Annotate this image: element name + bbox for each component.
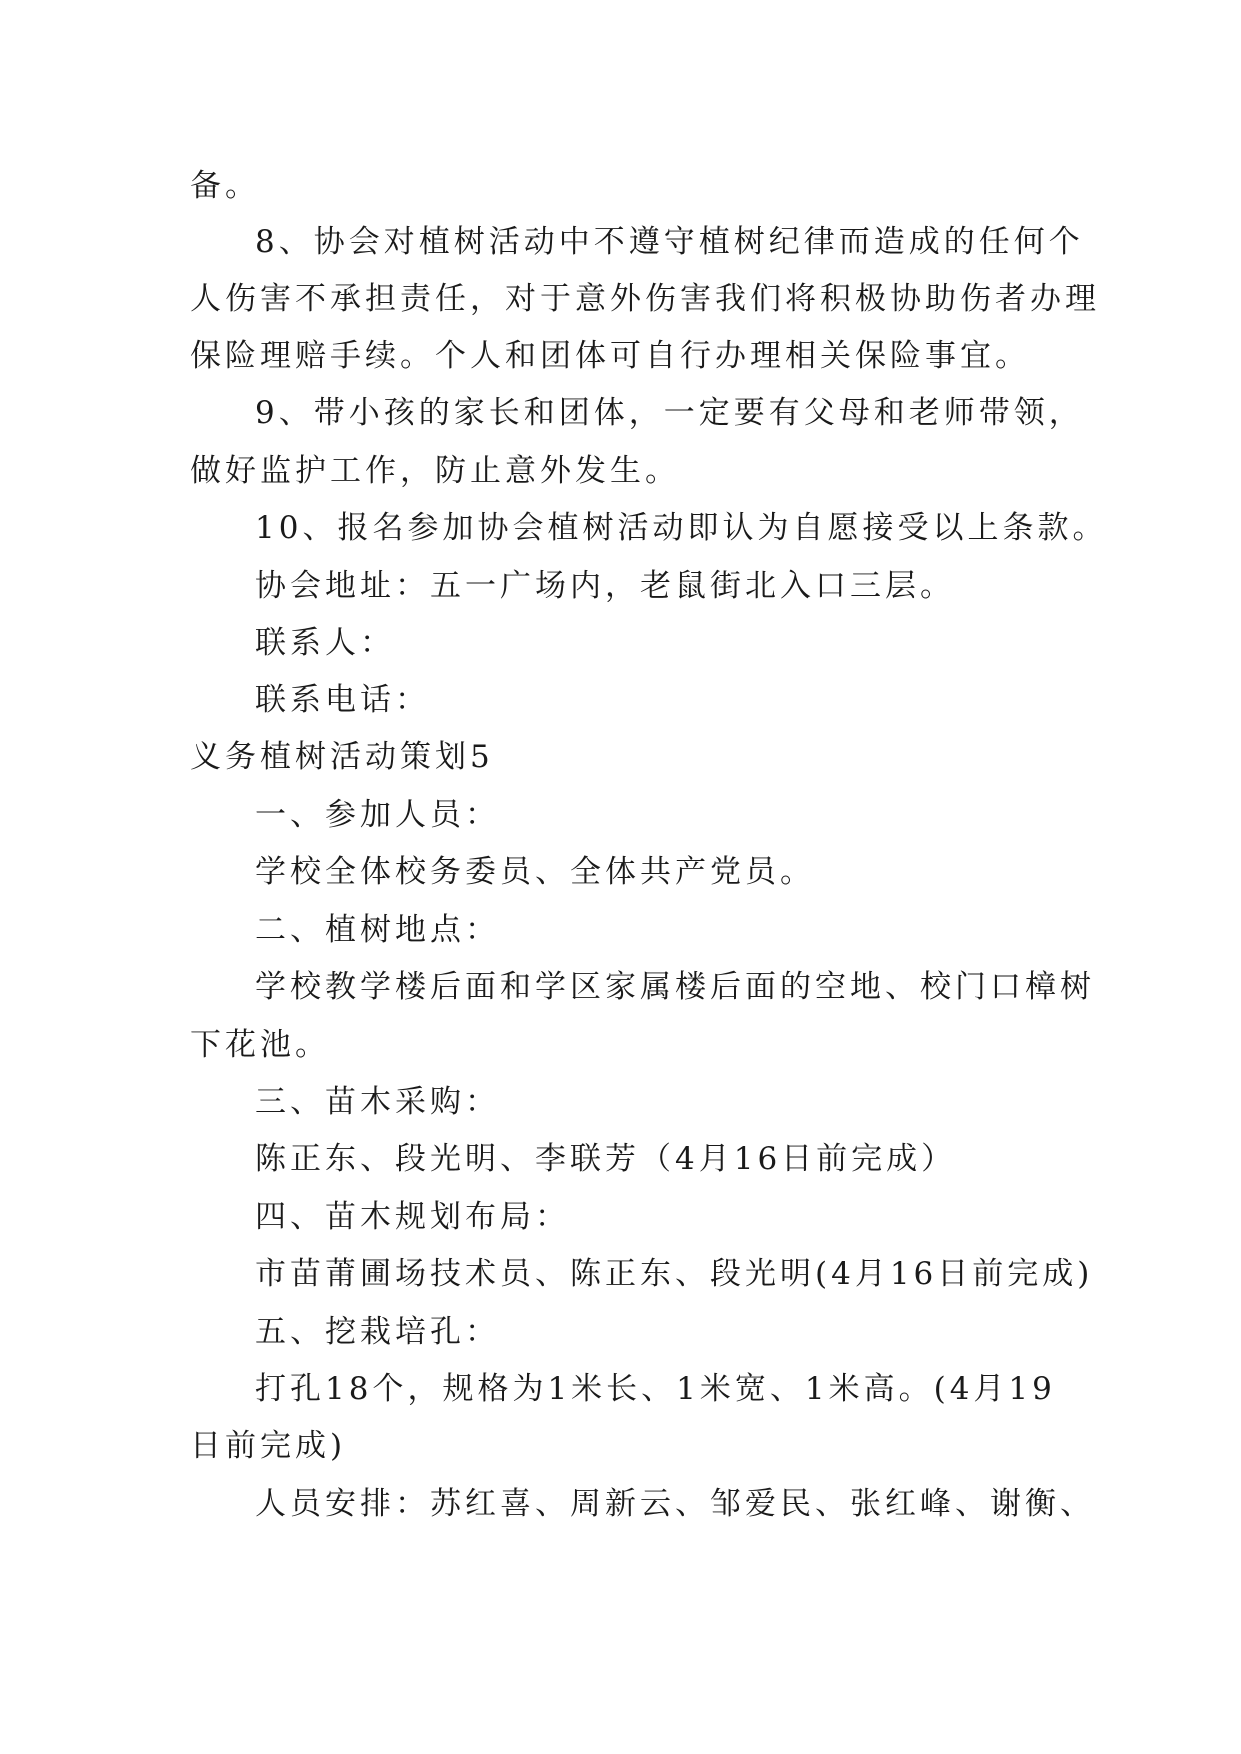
text-line: 四、苗木规划布局： bbox=[255, 1199, 570, 1235]
text-line: 协会地址：五一广场内，老鼠街北入口三层。 bbox=[255, 568, 955, 604]
text-line: 下花池。 bbox=[190, 1027, 330, 1063]
text-line: 9、带小孩的家长和团体，一定要有父母和老师带领， bbox=[255, 395, 1084, 431]
text-line: 人伤害不承担责任，对于意外伤害我们将积极协助伤者办理 bbox=[190, 281, 1100, 317]
text-line: 联系电话： bbox=[255, 682, 430, 718]
text-line: 二、植树地点： bbox=[255, 912, 500, 948]
text-line: 市苗莆圃场技术员、陈正东、段光明(4月16日前完成) bbox=[255, 1256, 1094, 1292]
text-line: 五、挖栽培孔： bbox=[255, 1314, 500, 1350]
text-line: 保险理赔手续。个人和团体可自行办理相关保险事宜。 bbox=[190, 338, 1030, 374]
text-line: 备。 bbox=[190, 168, 260, 204]
text-line: 日前完成) bbox=[190, 1428, 347, 1464]
text-line: 三、苗木采购： bbox=[255, 1084, 500, 1120]
text-line: 10、报名参加协会植树活动即认为自愿接受以上条款。 bbox=[255, 510, 1108, 546]
text-line: 学校教学楼后面和学区家属楼后面的空地、校门口樟树 bbox=[255, 969, 1095, 1005]
text-line: 联系人： bbox=[255, 625, 395, 661]
text-line: 8、协会对植树活动中不遵守植树纪律而造成的任何个 bbox=[255, 224, 1084, 260]
text-line: 做好监护工作，防止意外发生。 bbox=[190, 453, 680, 489]
text-line: 人员安排：苏红喜、周新云、邹爱民、张红峰、谢衡、 bbox=[255, 1486, 1095, 1522]
text-line: 一、参加人员： bbox=[255, 797, 500, 833]
text-line: 打孔18个，规格为1米长、1米宽、1米高。(4月19 bbox=[255, 1371, 1056, 1407]
text-line: 学校全体校务委员、全体共产党员。 bbox=[255, 854, 815, 890]
text-line: 陈正东、段光明、李联芳（4月16日前完成） bbox=[255, 1141, 957, 1177]
section-heading: 义务植树活动策划5 bbox=[190, 739, 494, 775]
